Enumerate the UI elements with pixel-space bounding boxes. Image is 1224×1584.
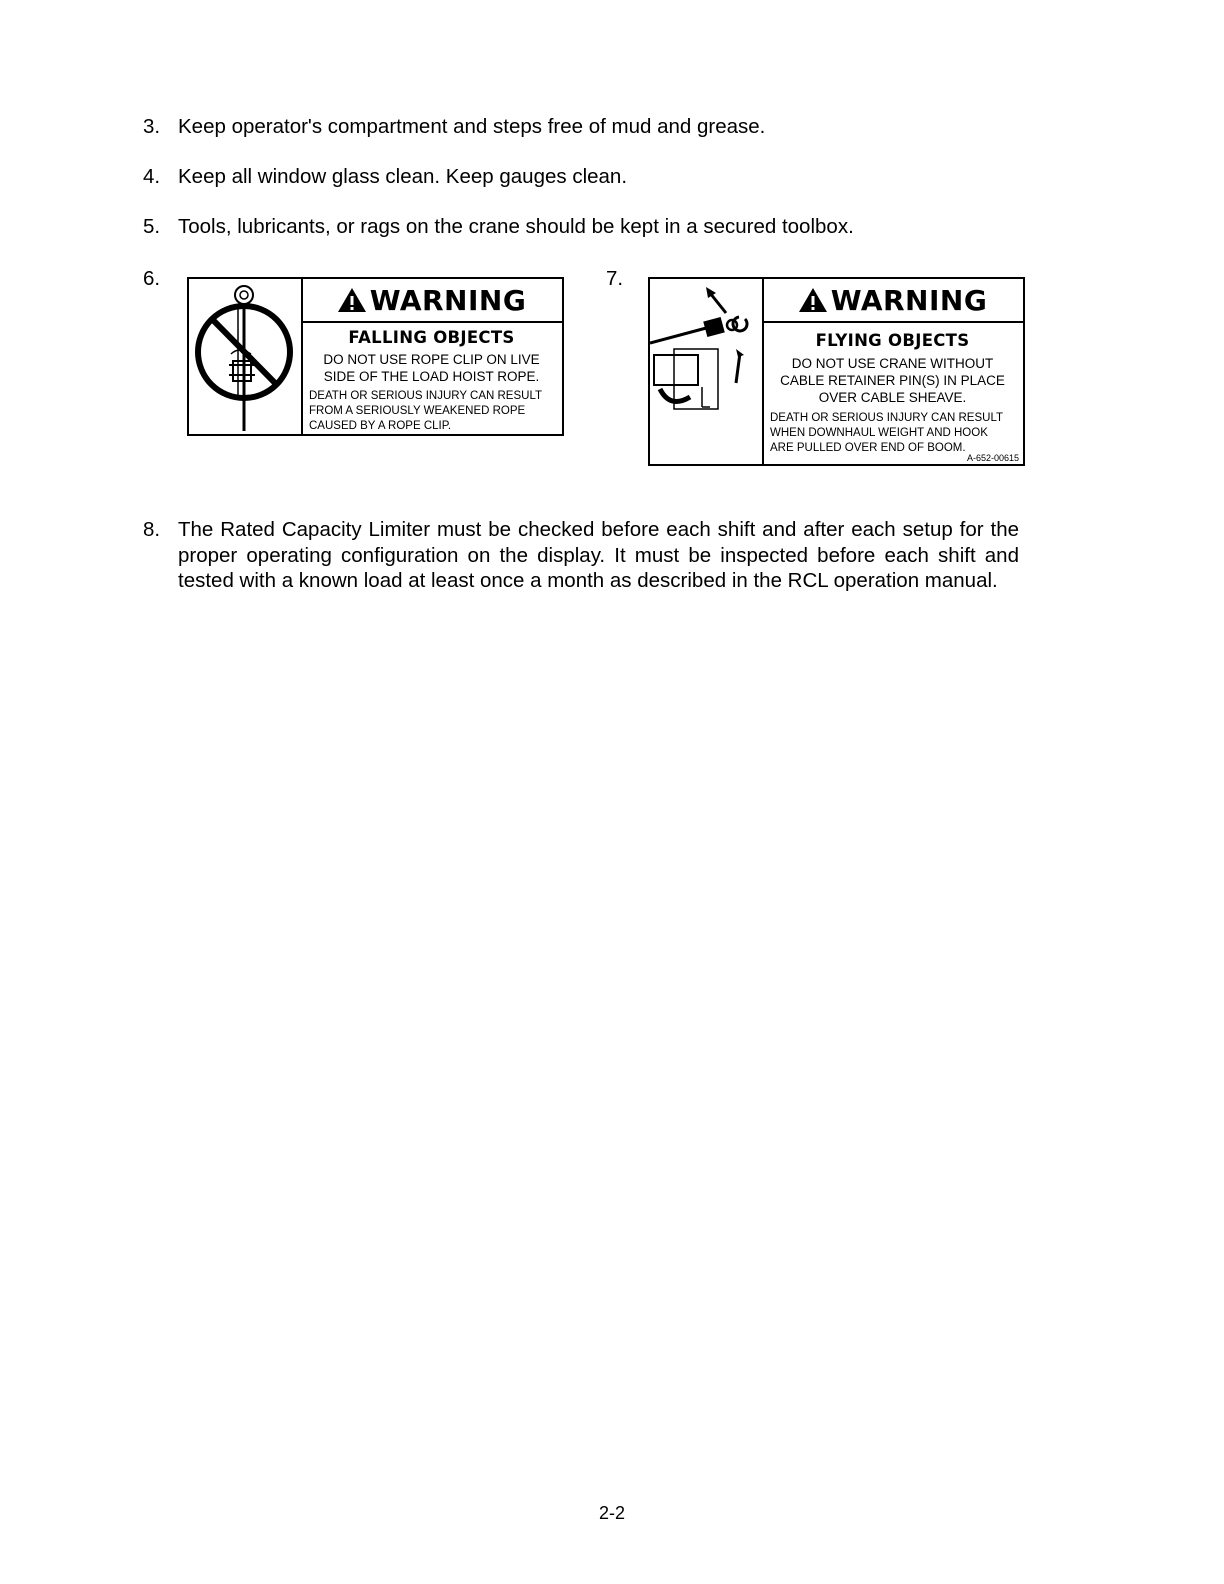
item-number: 6. (143, 267, 161, 290)
list-item-8-text: The Rated Capacity Limiter must be checked before each shift and after each setup for the proper operating configuration on the display. It must be inspected before each shift and tested with a known load at least once a month as described in the RCL operation manual. (178, 518, 1019, 592)
item-number: 7. (606, 267, 624, 290)
warning-header (301, 279, 562, 323)
item-text: Keep all window glass clean. Keep gauges clean. (178, 165, 628, 188)
warning-label-flying-objects (648, 277, 1025, 466)
item-number: 3. (143, 115, 161, 138)
label-title: FALLING OBJECTS (348, 328, 515, 347)
label-part-code: A-652-00615 (966, 453, 1019, 463)
item-text: Keep operator's compartment and steps free of mud and grease. (178, 115, 766, 138)
warning-triangle-icon (337, 287, 367, 313)
item-number: 8. (143, 518, 161, 541)
item-number: 4. (143, 165, 161, 188)
warning-header (762, 279, 1023, 323)
label-consequence: DEATH OR SERIOUS INJURY CAN RESULT WHEN DOWNHAUL WEIGHT AND HOOK ARE PULLED OVER END OF BOOM. (770, 412, 1004, 454)
warning-header-text: WARNING (830, 283, 988, 317)
warning-header-text: WARNING (369, 283, 527, 317)
label-title: FLYING OBJECTS (815, 331, 970, 350)
warning-triangle-icon (798, 287, 828, 313)
label-consequence: DEATH OR SERIOUS INJURY CAN RESULT FROM A SERIOUSLY WEAKENED ROPE CAUSED BY A ROPE CLIP. (309, 390, 543, 432)
page-number: 2-2 (598, 1503, 625, 1523)
rope-clip-prohibition-icon (189, 279, 303, 434)
item-number: 5. (143, 215, 161, 238)
item-text: Tools, lubricants, or rags on the crane should be kept in a secured toolbox. (178, 215, 854, 238)
label-instruction: DO NOT USE CRANE WITHOUT CABLE RETAINER PIN(S) IN PLACE OVER CABLE SHEAVE. (780, 356, 1005, 405)
warning-label-falling-objects (187, 277, 564, 436)
label-instruction: DO NOT USE ROPE CLIP ON LIVE SIDE OF THE LOAD HOIST ROPE. (323, 352, 540, 384)
hook-over-boom-icon (650, 279, 764, 464)
